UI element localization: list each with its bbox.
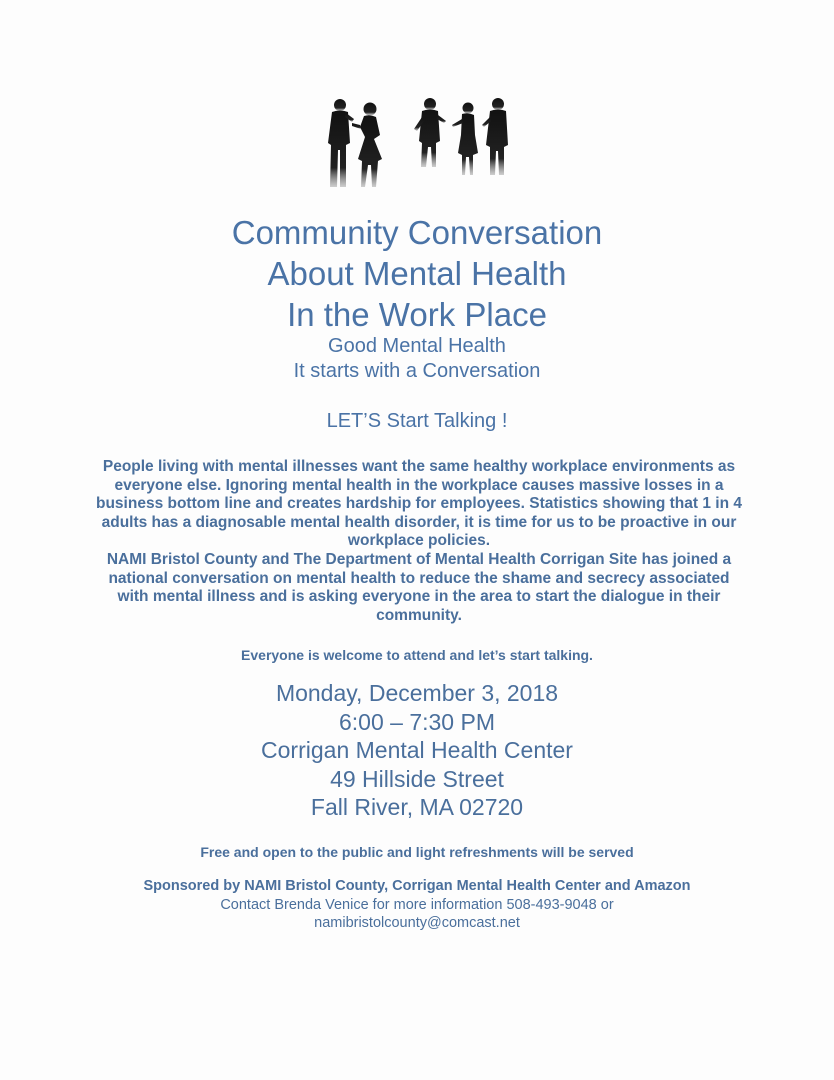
event-street: 49 Hillside Street: [330, 765, 504, 792]
welcome-note: Everyone is welcome to attend and let’s start talking.: [241, 647, 593, 663]
body-paragraph-2: NAMI Bristol County and The Department of Mental Health Corrigan Site has joined a national conversation on mental health to reduce the shame and secrecy associated with mental illness and is asking everyone in the area to start the dialogue in their community.: [106, 550, 732, 624]
event-city: Fall River, MA 02720: [310, 794, 524, 820]
contact-email: namibristolcounty@comcast.net: [314, 915, 520, 931]
free-note: Free and open to the public and light refreshments will be served: [200, 844, 634, 860]
subtitle-line-2: It starts with a Conversation: [293, 360, 541, 382]
body-text: [95, 458, 743, 625]
contact-line: Contact Brenda Venice for more information 508-493-9048 or: [220, 896, 614, 913]
event-venue: Corrigan Mental Health Center: [261, 737, 573, 763]
tagline: LET’S Start Talking !: [326, 410, 508, 432]
event-details: [0, 679, 834, 822]
body-paragraph-1: People living with mental illnesses want the same healthy workplace environments as everyone else. Ignoring mental health in the workplace causes massive losses in a business bottom line and creates hardship for employees. Statistics showing that 1 in 4 adults has a diagnosable mental health disorder, it is time for us to be proactive in our workplace policies.: [96, 458, 742, 550]
title-line-3: In the Work Place: [287, 296, 547, 333]
sponsor-block: [0, 877, 834, 933]
page-title: [0, 212, 834, 335]
event-date: Monday, December 3, 2018: [275, 680, 559, 706]
people-silhouettes-icon: [318, 95, 518, 200]
subtitle: [0, 334, 834, 384]
title-line-1: Community Conversation: [231, 214, 603, 251]
sponsor-line: Sponsored by NAMI Bristol County, Corrigan Mental Health Center and Amazon: [143, 878, 691, 894]
subtitle-line-1: Good Mental Health: [328, 335, 506, 357]
event-time: 6:00 – 7:30 PM: [339, 708, 495, 735]
title-line-2: About Mental Health: [267, 255, 567, 292]
